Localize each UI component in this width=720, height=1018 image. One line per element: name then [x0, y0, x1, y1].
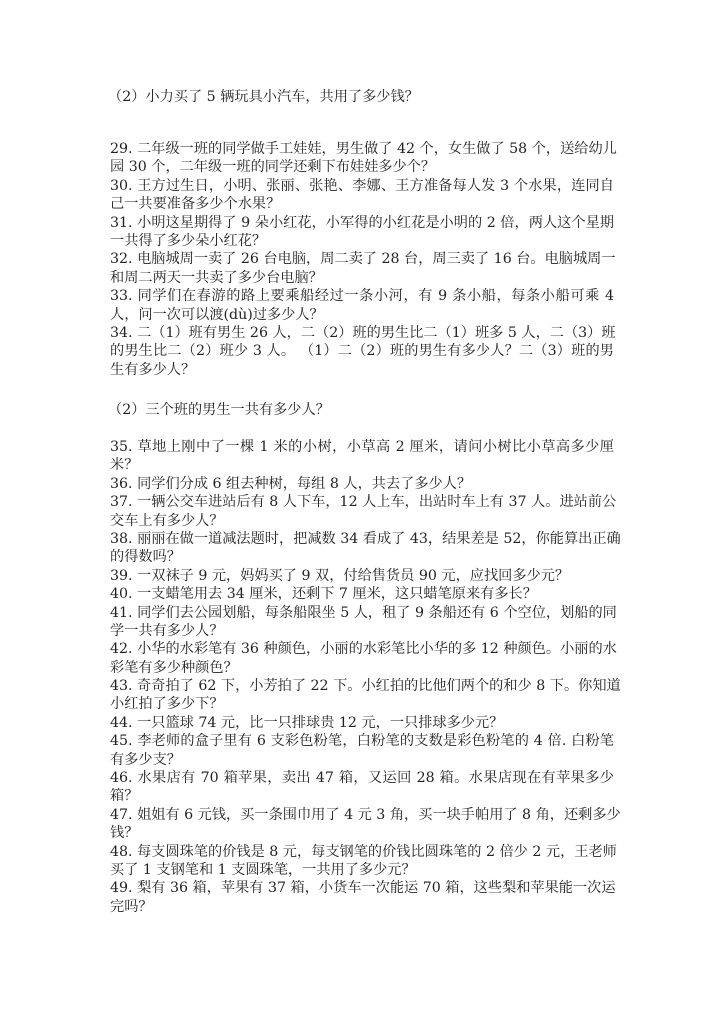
question-line: 47. 姐姐有 6 元钱，买一条围巾用了 4 元 3 角，买一块手帕用了 8 角，还剩多少: [110, 806, 621, 823]
question-line: 45. 李老师的盒子里有 6 支彩色粉笔，白粉笔的支数是彩色粉笔的 4 倍. 白粉笔: [110, 733, 614, 750]
question-47: [110, 806, 621, 843]
question-line: 37. 一辆公交车进站后有 8 人下车，12 人上车，出站时车上有 37 人。进站前公: [110, 494, 617, 511]
question-line: 40. 一支蜡笔用去 34 厘米，还剩下 7 厘米，这只蜡笔原来有多长？: [110, 586, 537, 603]
question-43: [110, 677, 621, 714]
question-29: [110, 140, 617, 177]
question-line: 箱？: [110, 788, 139, 805]
question-line: 和周二两天一共卖了多少台电脑？: [110, 269, 323, 286]
question-49: [110, 879, 614, 916]
question-36: [110, 475, 614, 493]
question-32: [110, 250, 614, 287]
subquestion-three-classes: [108, 401, 612, 419]
question-30: [110, 177, 614, 214]
question-line: 44. 一只篮球 74 元，比一只排球贵 12 元，一只排球多少元？: [110, 714, 504, 731]
question-line: 买了 1 支钢笔和 1 支圆珠笔，一共用了多少元？: [110, 861, 416, 878]
question-line: 米？: [110, 457, 139, 474]
question-48: [110, 843, 617, 880]
question-44: [110, 714, 614, 732]
question-line: 29. 二年级一班的同学做手工娃娃，男生做了 42 个，女生做了 58 个，送给幼儿: [110, 141, 617, 157]
question-line: 35. 草地上刚中了一棵 1 米的小树，小草高 2 厘米，请问小树比小草高多少厘: [110, 439, 614, 455]
question-line: 39. 一双袜子 9 元，妈妈买了 9 双，付给售货员 90 元，应找回多少元？: [110, 567, 570, 584]
question-line: 完吗？: [110, 898, 153, 915]
question-line: 42. 小华的水彩笔有 36 种颜色，小丽的水彩笔比小华的多 12 种颜色。小丽的水: [110, 641, 617, 658]
question-line: 30. 王方过生日，小明、张丽、张艳、李娜、王方准备每人发 3 个水果，连同自: [110, 177, 614, 194]
question-line: 交车上有多少人？: [110, 512, 224, 529]
question-40: [110, 585, 614, 603]
question-33: [110, 287, 614, 324]
question-line: 生有多少人？: [110, 361, 196, 378]
question-line: 园 30 个，二年级一班的同学还剩下布娃娃多少个？: [110, 159, 436, 176]
question-31: [110, 214, 614, 251]
question-line: 31. 小明这星期得了 9 朵小红花，小军得的小红花是小明的 2 倍，两人这个星期: [110, 214, 614, 231]
question-line: 的男生比二（2）班少 3 人。 （1）二（2）班的男生有多少人？二（3）班的男: [110, 343, 614, 360]
question-34: [110, 324, 614, 379]
question-line: 41. 同学们去公园划船，每条船限坐 5 人，租了 9 条船还有 6 个空位，划船的同: [110, 604, 617, 621]
question-line: 34. 二（1）班有男生 26 人，二（2）班的男生比二（1）班多 5 人，二（3）班: [110, 324, 616, 341]
question-line: 46. 水果店有 70 箱苹果，卖出 47 箱，又运回 28 箱。水果店现在有苹果多少: [110, 770, 614, 787]
question-46: [110, 769, 614, 806]
question-line: 的得数吗？: [110, 549, 181, 566]
question-line: 49. 梨有 36 箱，苹果有 37 箱，小货车一次能运 70 箱，这些梨和苹果能一次运: [110, 880, 616, 897]
question-line: 学一共有多少人？: [110, 622, 224, 639]
subquestion-toy-cars: [108, 88, 612, 106]
question-45: [110, 732, 614, 769]
question-line: 一共得了多少朵小红花？: [110, 232, 267, 249]
question-line: 48. 每支圆珠笔的价钱是 8 元，每支钢笔的价钱比圆珠笔的 2 倍少 2 元，王老师: [110, 843, 617, 860]
question-line: 小红拍了多少下？: [110, 696, 224, 713]
question-line: 33. 同学们在春游的路上要乘船经过一条小河，有 9 条小船，每条小船可乘 4: [110, 288, 614, 305]
subquestion-line: （2）小力买了 5 辆玩具小汽车，共用了多少钱？: [108, 89, 419, 105]
question-line: 钱？: [110, 825, 139, 842]
question-41: [110, 604, 617, 641]
question-39: [110, 567, 614, 585]
questions-29-34: [110, 140, 617, 379]
question-line: 有多少支？: [110, 751, 181, 768]
question-line: 己一共要准备多少个水果？: [110, 196, 281, 213]
question-line: 人，问一次可以渡(dù)过多少人？: [110, 306, 324, 323]
question-38: [110, 530, 621, 567]
question-line: 43. 奇奇拍了 62 下，小芳拍了 22 下。小红拍的比他们两个的和少 8 下。你知道: [110, 678, 621, 695]
questions-35-49: [110, 438, 621, 916]
question-line: 32. 电脑城周一卖了 26 台电脑，周二卖了 28 台，周三卖了 16 台。电脑城周一: [110, 251, 616, 268]
question-37: [110, 493, 617, 530]
question-line: 38. 丽丽在做一道减法题时，把减数 34 看成了 43，结果差是 52，你能算出正确: [110, 530, 621, 547]
subquestion-line: （2）三个班的男生一共有多少人？: [108, 402, 330, 418]
question-line: 彩笔有多少种颜色？: [110, 659, 238, 676]
question-42: [110, 640, 617, 677]
question-35: [110, 438, 614, 475]
question-line: 36. 同学们分成 6 组去种树，每组 8 人，共去了多少人？: [110, 475, 472, 492]
